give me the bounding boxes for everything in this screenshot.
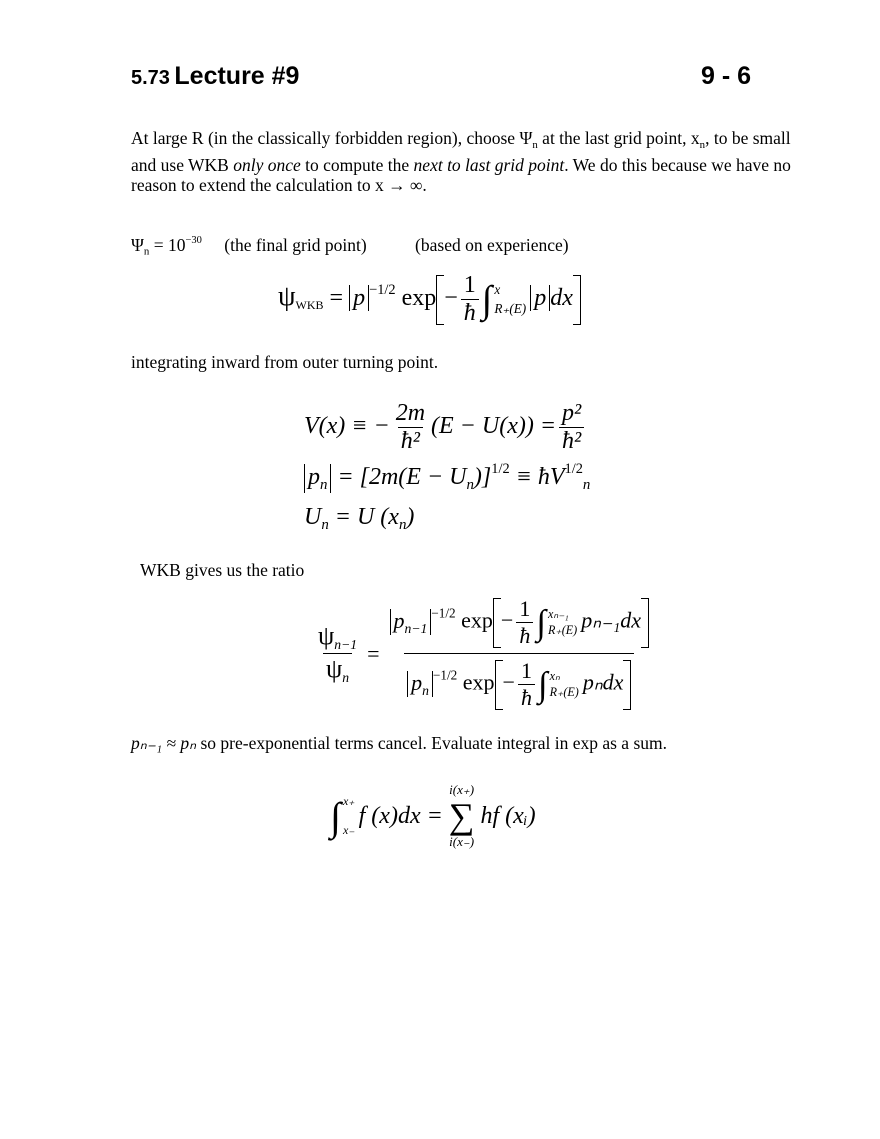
cancel-paragraph: pₙ₋₁ ≈ pₙ so pre-exponential terms cancel. Evaluate integral in exp as a sum. [131,733,667,753]
note-final-grid: (the final grid point) [224,234,367,255]
summation: i(x₊) ∑ i(x₋) [448,782,475,849]
note-experience: (based on experience) [415,234,569,255]
lecture-header [131,62,299,91]
course-number: 5.73 [131,67,170,89]
psi-symbol: Ψ [519,128,533,148]
emphasis-next-to-last: next to last grid point [413,154,565,175]
sum-equation: ∫ x₊ x₋ f (x)dx = i(x₊) ∑ i(x₋) hf (xᵢ) [330,782,536,849]
lecture-title: Lecture #9 [174,62,300,90]
emphasis-only-once: only once [233,154,301,175]
ratio-equation: $\frac{\psi_{n-1}}{\psi_n}$ = $p_{n-1}^{-1/2}$ exp − $\frac{1}{ħ}$ ∫ xₙ₋₁ R₊(E) pₙ₋₁dx $p_n^{-1/2}$ exp − $\frac{1}{ħ}$ ∫ xₙ R₊(E) pₙdx [312,596,655,711]
intro-paragraph: At large R (in the classically forbidden region), choose $\Psi_n$ at the last grid point, $x_n$, to be small and use WKB only once to compute the next to last grid point. We do this because we have no reason to extend the calculation to x → ∞. [131,128,791,195]
definition-v: V(x) ≡ − $\frac{2m}{\text{ħ²}}$ (E − U(x)) = $\frac{\text{p²}}{\text{ħ²}}$ [304,400,590,455]
wkb-equation: $\psi_{WKB} = p$ $^{-1/2}$ exp − $\frac{1}{ħ}$ ∫ x R₊(E) p dx [278,272,581,327]
inward-paragraph: integrating inward from outer turning point. [131,352,439,372]
psi-final-line: $\Psi_n = 10^{-30}$ (the final grid point) (based on experience) [131,234,569,258]
wkb-ratio: $p_{n-1}^{-1/2}$ exp − $\frac{1}{ħ}$ ∫ xₙ₋₁ R₊(E) pₙ₋₁dx $p_n^{-1/2}$ exp − $\frac{1}{ħ}$ ∫ xₙ R₊(E) pₙdx [387,596,652,711]
definition-p: $p_n = [2m(E - U_n)]^{1/2}$ ≡ $ħV^{1/2}_n$ [304,461,590,494]
ratio-paragraph: WKB gives us the ratio [140,560,305,580]
page-number: 9 - 6 [700,62,751,90]
psi-ratio: $\frac{\psi_{n-1}}{\psi_n}$ [318,621,358,685]
definitions-block [304,400,590,534]
definition-u: $U_n = U$ $(x_n)$ [304,504,415,534]
